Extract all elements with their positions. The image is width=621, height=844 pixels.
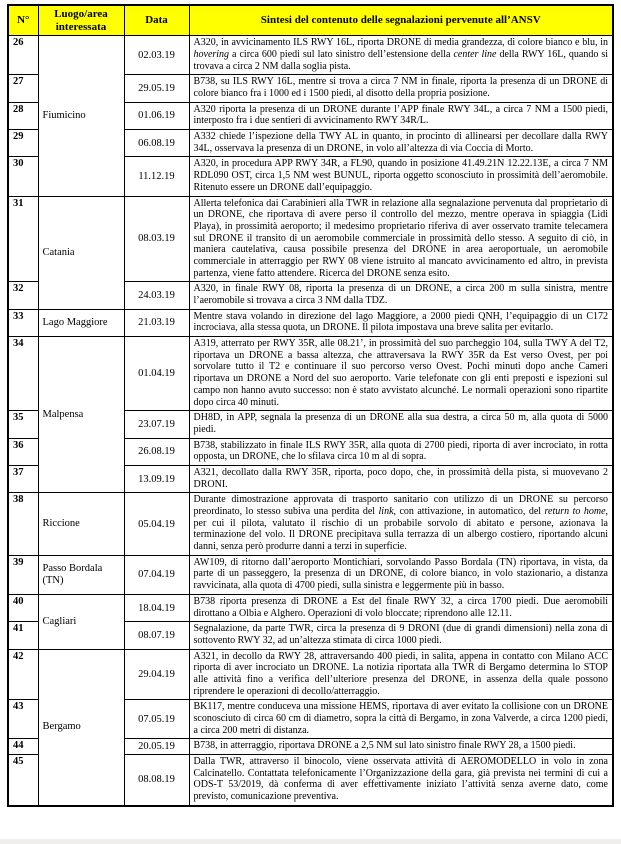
date-cell: 20.05.19 (124, 739, 189, 755)
row-number-cell: 34 (8, 337, 38, 411)
table-row (8, 493, 613, 555)
table-row (8, 337, 613, 411)
location-cell: Fiumicino (38, 36, 124, 196)
date-cell: 23.07.19 (124, 411, 189, 438)
location-cell: Catania (38, 196, 124, 309)
row-number-cell: 30 (8, 157, 38, 196)
date-cell: 01.04.19 (124, 337, 189, 411)
row-number-cell: 33 (8, 309, 38, 336)
location-cell: Cagliari (38, 594, 124, 649)
summary-cell: A332 chiede l’ispezione della TWY AL in quanto, in procinto di allinearsi per decollare dalla RWY 34L, osservava la presenza di un DRONE, in volo all’altezza di via Coccia di Morto. (189, 130, 613, 157)
date-cell: 18.04.19 (124, 594, 189, 621)
date-cell: 26.08.19 (124, 438, 189, 465)
col-header-date: Data (124, 5, 189, 36)
row-number-cell: 38 (8, 493, 38, 555)
summary-cell: Segnalazione, da parte TWR, circa la presenza di 9 DRONI (due di grandi dimensioni) nella zona di sottovento RWY 32, ad un’altezza stimata di circa 1000 piedi. (189, 622, 613, 649)
row-number-cell: 32 (8, 282, 38, 309)
summary-cell: Dalla TWR, attraverso il binocolo, viene osservata attività di AEROMODELLO in volo in zona Calcinatello. Contattata telefonicamente l’Organizzazione della gara, già prevista nei termini di cui a ODS-T 53/2019, dà conferma di aver effettivamente iniziato l’attività senza averne dato, come previsto, comunicazione preventiva. (189, 755, 613, 806)
summary-cell: A320 riporta la presenza di un DRONE durante l’APP finale RWY 34L, a circa 7 NM a 1500 piedi, interposto fra i due sentieri di avvicinamento RWY 34R/L. (189, 102, 613, 129)
summary-cell: B738 riporta presenza di DRONE a Est del finale RWY 32, a circa 1700 piedi. Due aeromobili dirottano a Olbia e Alghero. Operazioni di volo bloccate; riprendono alle 12.11. (189, 594, 613, 621)
table-row (8, 196, 613, 282)
summary-cell: BK117, mentre conduceva una missione HEMS, riportava di aver evitato la collisione con un DRONE sconosciuto di circa 60 cm di diametro, sopra la città di Bergamo, in zona Valverde, a circa 1200 piedi, a circa 200 metri di distanza. (189, 700, 613, 739)
date-cell: 05.04.19 (124, 493, 189, 555)
location-cell: Bergamo (38, 649, 124, 806)
row-number-cell: 41 (8, 622, 38, 649)
summary-cell: B738, in atterraggio, riportava DRONE a 2,5 NM sul lato sinistro finale RWY 28, a 1500 piedi. (189, 739, 613, 755)
summary-cell: AW109, di ritorno dall’aeroporto Montichiari, sorvolando Passo Bordala (TN) riportava, in vista, da parte di un passeggero, la presenza di un DRONE, di colore bianco, in volo stazionario, a distanza ravvicinata, alla quota di 4700 piedi, sulla sinistra e leggermente più in basso. (189, 555, 613, 594)
row-number-cell: 26 (8, 36, 38, 75)
summary-cell: A321, in decollo da RWY 28, attraversando 400 piedi, in salita, appena in contatto con Milano ACC riporta di aver incrociato un DRONE. La notizia riportata alla TWR di Bergamo determina lo STOP alle attività fino a verifica dell’ulteriore presenza del DRONE, in assenza della quale possono riprendere le operazioni di decollo/atterraggio. (189, 649, 613, 700)
table-row (8, 649, 613, 700)
table-row (8, 309, 613, 336)
row-number-cell: 44 (8, 739, 38, 755)
summary-cell: A319, atterrato per RWY 35R, alle 08.21’, in prossimità del suo parcheggio 104, sulla TWY A del T2, riportava un DRONE a bassa altezza, che attraversava la RWY 35R da Est verso Ovest, per poi sorvolare tutto il T2 e continuare il suo percorso verso Ovest. Pochi minuti dopo anche Cameri riportava un DRONE a Nord del suo aeroporto. Varie telefonate con gli enti preposti e ispezioni sul campo non hanno avuto successo: non è stato avvistato alcunché. Le normali operazioni sono ripartite dopo circa 40 minuti. (189, 337, 613, 411)
summary-cell: Mentre stava volando in direzione del lago Maggiore, a 2000 piedi QNH, l’equipaggio di un C172 incrociava, alla stessa quota, un DRONE. Il pilota impostava una breve salita per evitarlo. (189, 309, 613, 336)
col-header-location: Luogo/area interessata (38, 5, 124, 36)
date-cell: 08.07.19 (124, 622, 189, 649)
table-row (8, 555, 613, 594)
row-number-cell: 36 (8, 438, 38, 465)
date-cell: 13.09.19 (124, 465, 189, 492)
summary-cell: Allerta telefonica dai Carabinieri alla TWR in relazione alla segnalazione pervenuta dal proprietario di un DRONE, che riportava di avere perso il controllo del mezzo, mentre operava in spiaggia (Lidi Playa), in prossimità aeroporto; il medesimo proprietario riferiva di aver osservato tramite telecamera sul DRONE il transito di un aeromobile commerciale in prossimità dello stesso. A seguito di ciò, in maniera cautelativa, causa possibile presenza del DRONE in area aeroportuale, un aeromobile commerciale in atterraggio per RWY 08 viene istruito al mancato avvicinamento ed altro, in prevista partenza, viene fatto attendere. Ricerca del DRONE senza esito. (189, 196, 613, 282)
summary-cell: A320, in procedura APP RWY 34R, a FL90, quando in posizione 41.49.21N 12.22.13E, a circa 7 NM RDL090 OST, circa 1,5 NM west BUNUL, riporta oggetto sconosciuto in prossimità dell’aeromobile. Ritenuto essere un DRONE dall’equipaggio. (189, 157, 613, 196)
date-cell: 06.08.19 (124, 130, 189, 157)
summary-cell: B738, su ILS RWY 16L, mentre si trova a circa 7 NM in finale, riporta la presenza di un DRONE di colore bianco fra i 1000 ed i 1500 piedi, al disotto della propria posizione. (189, 75, 613, 102)
row-number-cell: 43 (8, 700, 38, 739)
table-header (8, 5, 613, 36)
header-row (8, 5, 613, 36)
row-number-cell: 39 (8, 555, 38, 594)
row-number-cell: 27 (8, 75, 38, 102)
summary-cell: B738, stabilizzato in finale ILS RWY 35R, alla quota di 2700 piedi, riporta di aver incrociato, in rotta opposta, un DRONE, che lo sfilava circa 10 m al di sopra. (189, 438, 613, 465)
row-number-cell: 37 (8, 465, 38, 492)
location-cell: Malpensa (38, 337, 124, 493)
segnalazioni-table (7, 4, 614, 807)
table-row (8, 36, 613, 75)
summary-cell: A320, in avvicinamento ILS RWY 16L, riporta DRONE di media grandezza, di colore bianco e blu, in hovering a circa 600 piedi sul lato sinistro dell’estensione della center line della RWY 16L, quando si trovava a circa 2 NM dalla soglia pista. (189, 36, 613, 75)
location-cell: Lago Maggiore (38, 309, 124, 336)
row-number-cell: 42 (8, 649, 38, 700)
table-row (8, 594, 613, 621)
date-cell: 08.03.19 (124, 196, 189, 282)
date-cell: 29.04.19 (124, 649, 189, 700)
col-header-number: N° (8, 5, 38, 36)
summary-cell: Durante dimostrazione approvata di trasporto sanitario con utilizzo di un DRONE su percorso preordinato, lo stesso subiva una perdita del link, con attivazione, in automatico, del return to home, per cui il pilota, valutato il rischio di un probabile sorvolo di abitato e persone, azionava la terminazione del volo. Il DRONE precipitava sulla terrazza di un albergo costiero, riportando alcuni danni, senza però produrre danni a terzi in superficie. (189, 493, 613, 555)
row-number-cell: 35 (8, 411, 38, 438)
row-number-cell: 29 (8, 130, 38, 157)
date-cell: 07.05.19 (124, 700, 189, 739)
date-cell: 01.06.19 (124, 102, 189, 129)
location-cell: Riccione (38, 493, 124, 555)
date-cell: 24.03.19 (124, 282, 189, 309)
row-number-cell: 45 (8, 755, 38, 806)
date-cell: 08.08.19 (124, 755, 189, 806)
row-number-cell: 31 (8, 196, 38, 282)
summary-cell: A320, in finale RWY 08, riporta la presenza di un DRONE, a circa 200 m sulla sinistra, mentre l’aeromobile si trovava a circa 3 NM dalla TDZ. (189, 282, 613, 309)
date-cell: 02.03.19 (124, 36, 189, 75)
row-number-cell: 28 (8, 102, 38, 129)
date-cell: 11.12.19 (124, 157, 189, 196)
date-cell: 07.04.19 (124, 555, 189, 594)
page-bottom-edge (0, 839, 621, 844)
date-cell: 21.03.19 (124, 309, 189, 336)
location-cell: Passo Bordala (TN) (38, 555, 124, 594)
summary-cell: A321, decollato dalla RWY 35R, riporta, poco dopo, che, in prossimità della pista, si muovevano 2 DRONI. (189, 465, 613, 492)
summary-cell: DH8D, in APP, segnala la presenza di un DRONE alla sua destra, a circa 50 m, alla quota di 5000 piedi. (189, 411, 613, 438)
col-header-summary: Sintesi del contenuto delle segnalazioni pervenute all’ANSV (189, 5, 613, 36)
row-number-cell: 40 (8, 594, 38, 621)
table-body (8, 36, 613, 806)
date-cell: 29.05.19 (124, 75, 189, 102)
